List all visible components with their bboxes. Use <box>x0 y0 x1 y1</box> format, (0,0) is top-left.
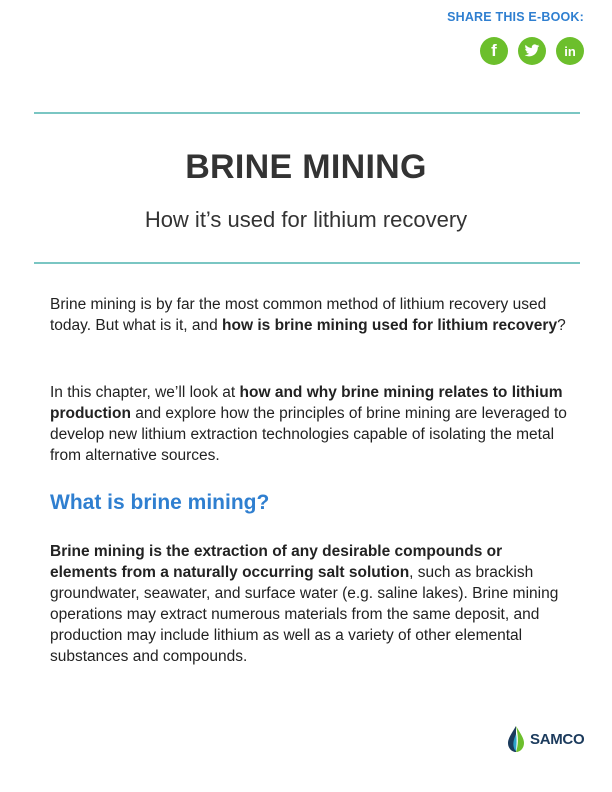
definition-text-1: , such as brackish groundwater, seawater, and surface water (e.g. saline lakes). Brine mining operations may extract numerous materials from the same deposit, and production may include lithium as well as a variety of other elemental substances and compounds. <box>50 564 559 665</box>
intro-paragraph <box>50 294 570 336</box>
intro-text-1: Brine mining is by far the most common method of lithium recovery used today. But what is it, and <box>50 296 547 334</box>
intro-text-2: ? <box>557 317 566 334</box>
linkedin-glyph: in <box>564 43 576 59</box>
twitter-icon[interactable] <box>518 37 546 65</box>
chapter-text-1: In this chapter, we’ll look at <box>50 384 240 401</box>
top-divider <box>34 112 580 114</box>
intro-bold-1: how is brine mining used for lithium recovery <box>222 317 558 334</box>
facebook-glyph: f <box>491 41 497 60</box>
chapter-paragraph <box>50 382 570 466</box>
definition-bold-1: Brine mining is the extraction of any desirable compounds or elements from a naturally occurring salt solution <box>50 543 503 581</box>
share-icons <box>480 37 584 65</box>
definition-paragraph <box>50 541 570 667</box>
linkedin-icon[interactable] <box>556 37 584 65</box>
bottom-divider <box>34 262 580 264</box>
share-label: SHARE THIS E-BOOK: <box>447 10 584 24</box>
chapter-text-2: and explore how the principles of brine mining are leveraged to develop new lithium extraction technologies capable of isolating the metal from alternative sources. <box>50 405 567 464</box>
chapter-bold-1: how and why brine mining relates to lithium production <box>50 384 563 422</box>
section-heading: What is brine mining? <box>50 491 270 514</box>
samco-drop-icon <box>506 725 526 753</box>
samco-logo <box>506 725 584 753</box>
page-title: BRINE MINING <box>185 148 427 186</box>
logo-text: SAMCO <box>530 730 585 748</box>
page-subtitle: How it’s used for lithium recovery <box>144 207 468 232</box>
facebook-icon[interactable] <box>480 37 508 65</box>
